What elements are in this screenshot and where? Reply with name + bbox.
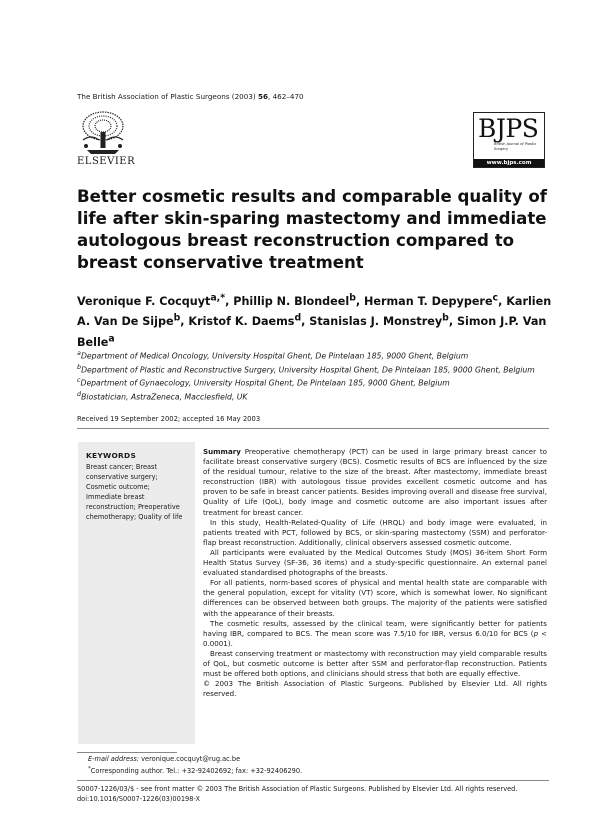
affiliation-a: $^a$Department of Medical Oncology, University Hospital Ghent, De Pintelaan 185, 9000 Ghent, Belgium (77, 349, 469, 361)
issn-line: S0007-1226/03/$ - see front matter © 2003 The British Association of Plastic Surgeons. Published by Elsevier Ltd. All rights reserved. (77, 785, 518, 793)
footnotes (88, 754, 302, 776)
bottom-divider (77, 780, 549, 781)
abstract-paragraph: For all patients, norm-based scores of physical and mental health state are comparable with the general population, except for vitality (VT) score, which is somewhat lower. No significant differences can be observed between both groups. The majority of the patients were satisfied with the appearance of their breasts. (203, 578, 547, 618)
publisher-name: ELSEVIER (77, 156, 136, 167)
doi-line[interactable]: doi:10.1016/S0007-1226(03)00198-X (77, 795, 200, 803)
divider (77, 428, 549, 429)
keywords-list: Breast cancer; Breast conservative surgery; Cosmetic outcome; Immediate breast reconstruction; Preoperative chemotherapy; Quality of life (86, 463, 183, 521)
journal-citation-prefix: The British Association of Plastic Surgeons (2003) (77, 92, 258, 101)
front-matter-info (77, 784, 517, 804)
author-5: Kristof K. Daems$^d$, (188, 312, 310, 329)
affiliation-c: $^c$Department of Gynaecology, University Hospital Ghent, De Pintelaan 185, 9000 Ghent, Belgium (77, 376, 450, 388)
abstract (203, 447, 547, 699)
abstract-lead: Summary (203, 447, 241, 456)
abstract-paragraph: The cosmetic results, assessed by the clinical team, were significantly better for patients having IBR, compared to BCS. The mean score was 7.5/10 for IBR, versus 6.0/10 for BCS (p < 0.0001). (203, 618, 547, 648)
bjps-letters: BJPS (478, 114, 539, 143)
abstract-paragraph: Breast conserving treatment or mastectomy with reconstruction may yield comparable results of QoL, but cosmetic outcome is better after SSM and perforator-flap reconstruction. Patients must be offered both options, and clinicians should stress that both are equally effective. (203, 648, 547, 679)
affiliation-list (77, 348, 537, 402)
affiliation-d: $^d$Biostatician, AstraZeneca, Macclesfield, UK (77, 389, 248, 402)
bjps-url: www.bjps.com (474, 159, 544, 167)
author-6: Stanislas J. Monstrey$^b$, (309, 312, 457, 329)
received-dates: Received 19 September 2002; accepted 16 May 2003 (77, 415, 261, 423)
author-list (77, 289, 557, 351)
email-footnote: E-mail address: veronique.cocquyt@rug.ac.be (88, 755, 241, 763)
author-7: Simon J.P. Van Belle$^a$ (77, 315, 547, 350)
author-2: Phillip N. Blondeel$^b$, (233, 292, 365, 308)
abstract-copyright: © 2003 The British Association of Plastic Surgeons. Published by Elsevier Ltd. All rights reserved. (203, 679, 547, 699)
journal-citation (77, 92, 304, 101)
bjps-journal-logo (473, 112, 545, 168)
author-3: Herman T. Depypere$^c$, (364, 292, 507, 308)
abstract-paragraph: Summary Preoperative chemotherapy (PCT) can be used in large primary breast cancer to facilitate breast conservative surgery (BCS). Cosmetic results of BCS are influenced by the size of the residual tumour, relative to the size of the breast. After mastectomy, immediate breast reconstruction (IBR) with autologous tissue provides excellent cosmetic outcome and has proven to be safe in breast cancer patients. Besides improving overall and disease free survival, Quality of Life (QoL), body image and cosmetic outcome are also important issues after treatment for breast cancer. (203, 447, 547, 517)
footnote-divider (77, 752, 177, 753)
tree-emblem-icon (77, 110, 129, 156)
bjps-subtitle: British Journal of Plastic Surgery (494, 142, 537, 151)
abstract-paragraph: All participants were evaluated by the Medical Outcomes Study (MOS) 36-item Short Form Health Status Survey (SF-36, 36 items) and a study-specific questionnaire. An external panel evaluated standardised photographs of the breasts. (203, 547, 547, 578)
email-link[interactable]: veronique.cocquyt@rug.ac.be (139, 755, 241, 763)
affiliation-b: $^b$Department of Plastic and Reconstructive Surgery, University Hospital Ghent, De Pintelaan 185, 9000 Ghent, Belgium (77, 362, 535, 375)
journal-volume: 56 (258, 92, 269, 101)
journal-pages: , 462–470 (268, 92, 304, 101)
keywords-heading: KEYWORDS (86, 451, 137, 460)
abstract-paragraph: In this study, Health-Related-Quality of Life (HRQL) and body image were evaluated, in patients treated with PCT, followed by BCS, or skin-sparing mastectomy (SSM) and perforator-flap breast reconstruction. Additionally, clinical observers assessed cosmetic outcome. (203, 517, 547, 547)
author-1: Veronique F. Cocquyt$^{a,*}$, (77, 292, 234, 308)
keywords-panel (78, 442, 195, 744)
corresponding-author-footnote: *Corresponding author. Tel.: +32-92402692; fax: +32-92406290. (88, 766, 303, 776)
author-4: Karlien A. Van De Sijpe$^b$, (77, 294, 552, 329)
article-title: Better cosmetic results and comparable quality of life after skin-sparing mastectomy and immediate autologous breast reconstruction compared to breast conservative treatment (77, 187, 547, 272)
